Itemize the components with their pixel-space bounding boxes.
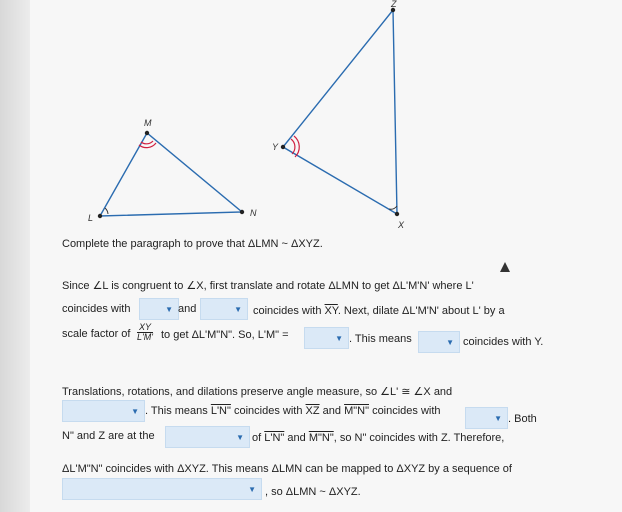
p1-line3-b: to get ΔL'M"N". So, L'M" = <box>161 329 289 341</box>
triangles-figure <box>0 0 622 235</box>
p1-line2-c <box>253 305 505 317</box>
chevron-down-icon: ▼ <box>248 485 256 494</box>
p2-line2-d: coincides with <box>372 405 441 417</box>
p2-line2-c: and <box>322 405 342 417</box>
chevron-down-icon: ▼ <box>335 334 343 343</box>
vertex-label-y: Y <box>272 142 279 152</box>
p2-line4: ΔL'M"N" coincides with ΔXYZ. This means ΔLMN can be mapped to ΔXYZ by a sequence of <box>62 463 512 475</box>
dropdown-8[interactable] <box>62 478 262 500</box>
segment-m2-n2: M"N" <box>344 405 369 417</box>
triangle-lmn <box>88 118 257 223</box>
chevron-down-icon: ▼ <box>494 414 502 423</box>
fraction-numerator: XY <box>138 322 151 332</box>
p2-line3-c: and <box>287 432 306 444</box>
vertex-label-z: Z <box>391 0 397 9</box>
chevron-down-icon: ▼ <box>446 338 454 347</box>
chevron-down-icon: ▼ <box>165 305 173 314</box>
dropdown-1[interactable] <box>139 298 179 320</box>
p2-line3-b: of <box>252 432 262 444</box>
p2-line5: , so ΔLMN ~ ΔXYZ. <box>265 486 361 498</box>
p1-line2-b: and <box>178 303 197 315</box>
p1-line3-d: coincides with Y. <box>463 336 544 348</box>
chevron-down-icon: ▼ <box>131 407 139 416</box>
vertex-label-x: X <box>398 220 405 230</box>
p1-line3-a: scale factor of <box>62 328 131 340</box>
scale-fraction <box>137 323 153 342</box>
p1-line2-a: coincides with <box>62 303 131 315</box>
segment-lprime-n2-b: L'N" <box>264 432 285 444</box>
p2-line2-b: coincides with <box>233 405 303 417</box>
p1-line1: Since ∠L is congruent to ∠X, first translate and rotate ΔLMN to get ΔL'M'N' where L' <box>62 280 474 292</box>
chevron-down-icon: ▼ <box>234 305 242 314</box>
triangle-xyz <box>272 0 405 230</box>
p1-line3-c: . This means <box>349 333 412 345</box>
vertex-label-m: M <box>144 118 152 128</box>
segment-m2-n2-b: M"N" <box>308 432 334 444</box>
vertex-label-l: L <box>88 213 94 223</box>
prompt-text: Complete the paragraph to prove that ΔLMN ~ ΔXYZ. <box>62 238 323 250</box>
segment-xy: $\overline{XY}$ <box>324 305 338 317</box>
dropdown-6[interactable] <box>465 407 508 429</box>
p2-line2 <box>145 405 441 417</box>
segment-xz: $\overline{XZ}$ <box>305 405 320 417</box>
dropdown-3[interactable] <box>304 327 349 349</box>
mouse-cursor <box>500 262 510 272</box>
dropdown-2[interactable] <box>200 298 248 320</box>
dropdown-7[interactable] <box>165 426 250 448</box>
p1-line2-c-pre: coincides with <box>253 305 322 317</box>
p2-line3-d: , so N" coincides with Z. Therefore, <box>333 432 505 444</box>
p2-line3-a: N" and Z are at the <box>62 430 155 442</box>
segment-lprime-n2: L'N" <box>210 405 231 417</box>
p2-line2-e: . Both <box>508 413 537 425</box>
p2-line1: Translations, rotations, and dilations preserve angle measure, so ∠L' ≅ ∠X and <box>62 386 453 398</box>
chevron-down-icon: ▼ <box>236 433 244 442</box>
p2-line2-a: . This means <box>145 405 208 417</box>
vertex-label-n: N <box>250 208 257 218</box>
dropdown-4[interactable] <box>418 331 460 353</box>
p1-line2-c-post: . Next, dilate ΔL'M'N' about L' by a <box>337 305 505 317</box>
fraction-denominator: L'M' <box>137 332 153 342</box>
p2-line3 <box>252 432 504 444</box>
dropdown-5[interactable] <box>62 400 145 422</box>
